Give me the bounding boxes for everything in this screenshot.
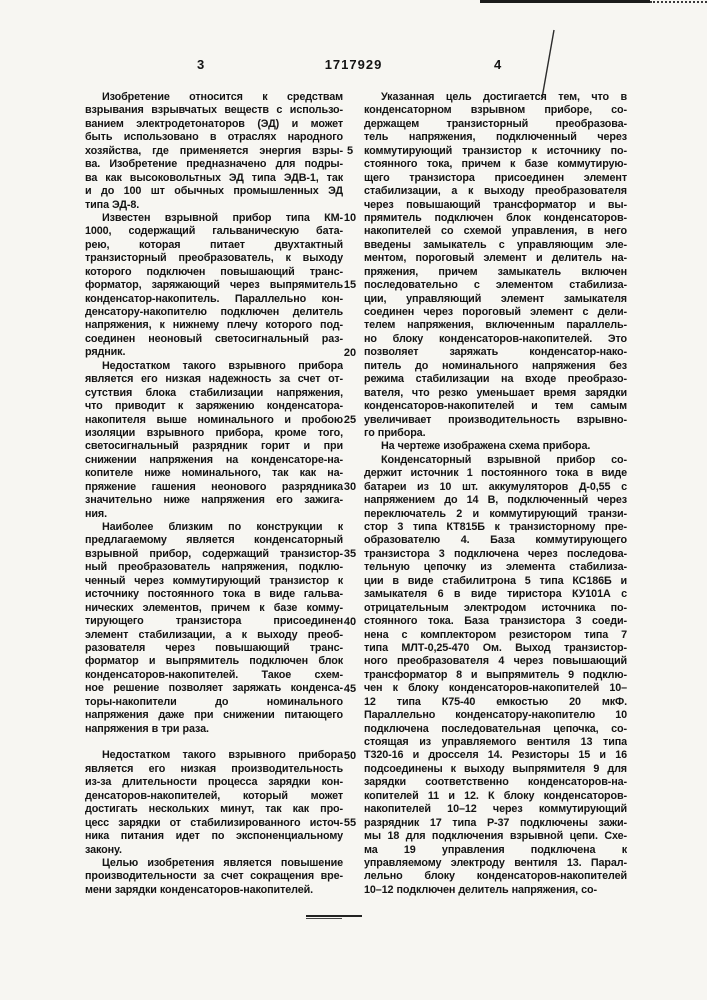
line-number: 30 — [343, 481, 357, 494]
text-line: копителей 11 и 12. К блоку конденсаторов- — [364, 789, 627, 802]
text-line: что приводит к заряжению конденсатора- — [85, 400, 343, 413]
line-number: 20 — [343, 346, 357, 359]
text-line: денсатору-накопителю подключен делитель — [85, 306, 343, 318]
text-line: стабилизации, а к выходу преобразователя — [364, 185, 627, 198]
page-number-right: 4 — [494, 57, 502, 72]
text-line: Указанная цель достигается тем, что в — [381, 91, 627, 103]
scan-edge-dots — [650, 1, 707, 3]
text-line: разователя через повышающий транс- — [85, 641, 343, 654]
text-line: накопителей 10–12 через коммутирующий — [364, 803, 627, 816]
text-line: соединен через пороговый элемент с дели- — [364, 306, 627, 318]
text-line: цесс зарядки от стабилизированного источ- — [85, 816, 343, 829]
text-line: мы 18 для подключения взрывной цепи. Схе- — [364, 830, 627, 843]
text-line: тирующего транзистора присоединен — [85, 615, 343, 628]
text-line: светосигнальный разрядник горит и при — [85, 440, 343, 453]
text-line: разрядник 17 типа Р-37 подключены зажи- — [364, 816, 627, 829]
text-line: через повышающий трансформатор и вы- — [364, 198, 627, 211]
text-line: подсоединены к выходу выпрямителя 9 для — [364, 762, 627, 775]
text-line: ма 19 управления подключена к — [364, 843, 627, 856]
text-line: денсаторов-накопителей, который может — [85, 789, 343, 802]
text-line: элемент стабилизации, а к выходу преоб- — [85, 628, 343, 641]
line-number: 35 — [343, 548, 357, 561]
blank-line — [85, 736, 343, 749]
text-line: источнику постоянного тока в виде гальва- — [85, 588, 343, 601]
text-line: транзисторный преобразователь, к выходу — [85, 252, 343, 265]
text-line: нических элементов, причем к базе комму- — [85, 601, 343, 614]
text-line: производительности за счет сокращения вре- — [85, 870, 343, 883]
text-line: форматор и выпрямитель подключен блок — [85, 655, 343, 668]
text-line: го прибора. — [364, 426, 426, 439]
text-line: лельно блоку конденсаторов-накопителей — [364, 870, 627, 883]
line-number-gutter — [337, 91, 363, 901]
text-line: отрицательным электродом источника по- — [364, 601, 627, 614]
text-line: последовательно с элементом стабилиза- — [364, 279, 627, 292]
text-line: Параллельно конденсатору-накопителю 10 — [364, 709, 627, 722]
text-line: накопителя выше номинального и пробою — [85, 413, 343, 426]
text-line: Известен взрывной прибор типа КМ- — [102, 211, 343, 224]
text-line: пряжение гашения неонового разрядника — [85, 480, 343, 493]
text-line: напряжения, к нижнему плечу которого под- — [85, 319, 343, 332]
text-line: рядник. — [85, 346, 126, 359]
text-line: стор 3 типа КТ815Б к транзисторному пре- — [364, 521, 627, 533]
text-line: Недостатком такого взрывного прибора — [102, 749, 343, 762]
text-line: предлагаемому является конденсаторный — [85, 534, 343, 547]
column-end-rule-secondary — [306, 918, 342, 919]
text-line: рею, которая питает двухтактный — [85, 238, 343, 251]
text-line: значительно ниже напряжения его зажига- — [85, 494, 343, 507]
text-line: быть использовано в отраслях народного — [85, 131, 343, 144]
text-line: ции, управляющий элемент замыкателя — [364, 292, 627, 305]
text-line: 10–12 подключен делитель напряжения, со- — [364, 883, 597, 896]
text-line: которого подключен повышающий транс- — [85, 265, 343, 278]
text-line: взрывной прибор, содержащий транзистор- — [85, 547, 343, 560]
text-line: типа МЛТ-0,25-470 Ом. Выход транзистор- — [364, 641, 627, 654]
text-line: форматор, заряжающий через выпрямитель — [85, 279, 343, 292]
line-number: 5 — [346, 144, 354, 157]
text-line: напряжением до 14 В, подключенный через — [364, 494, 627, 507]
page-number-left: 3 — [197, 57, 205, 72]
text-line: Т320-16 и дросселя 14. Резисторы 15 и 16 — [364, 749, 627, 762]
line-number: 15 — [343, 279, 357, 292]
text-line: стоянного тока, причем к базе коммутирую- — [364, 158, 627, 171]
text-line: ва как высоковольтных ЭД типа ЭДВ-1, так — [85, 171, 343, 184]
text-line: ва. Изобретение предназначено для подры- — [85, 158, 343, 171]
text-line: конденсаторов-накопителей и тем самым — [364, 400, 627, 413]
text-line: стоящая из управляемого вентиля 13 типа — [364, 736, 627, 748]
text-line: На чертеже изображена схема прибора. — [381, 440, 591, 453]
text-line: хозяйства, где применяется энергия взры- — [85, 144, 343, 157]
text-line: взрывания взрывчатых веществ с использо- — [85, 104, 343, 117]
text-line: щего транзистора присоединен элемент — [364, 171, 627, 184]
text-line: соединен неоновый светосигнальный раз- — [85, 332, 343, 345]
text-line: конденсаторов-накопителей. Такое схем- — [85, 668, 343, 681]
text-line: чен к блоку конденсаторов-накопителей 10– — [364, 682, 627, 695]
text-line: Конденсаторный взрывной прибор со- — [381, 453, 627, 466]
left-column — [85, 91, 343, 897]
text-line: ченный через коммутирующий транзистор к — [85, 574, 343, 587]
text-line: Целью изобретения является повышение — [102, 856, 343, 869]
text-line: напряжения даже при снижении питающего — [85, 709, 343, 722]
text-line: введены замыкатель с управляющим эле- — [364, 238, 627, 251]
text-line: ментом, пороговый элемент и делитель на- — [364, 252, 627, 265]
text-line: прямитель подключен блок конденсаторов- — [364, 211, 627, 224]
text-line: переключатель 2 и коммутирующий транзи- — [364, 507, 627, 520]
text-line: позволяет заряжать конденсатор-нако- — [364, 346, 627, 359]
text-line: изоляции взрывного прибора, кроме того, — [85, 426, 343, 439]
text-line: телем напряжения, включенным параллель- — [364, 319, 627, 332]
text-line: вателя, что резко уменьшает время зарядки — [364, 386, 627, 399]
text-line: но блоку конденсаторов-накопителей. Это — [364, 332, 627, 345]
text-line: снижении напряжения на конденсаторе-на- — [85, 453, 343, 466]
text-line: ное решение позволяет заряжать конденса- — [85, 682, 343, 695]
text-line: является его низкая производительность — [85, 762, 343, 775]
text-line: конденсаторном взрывном приборе, со- — [364, 104, 627, 117]
text-line: тель напряжения, подключенный через — [364, 131, 627, 144]
text-line: ния. — [85, 507, 107, 520]
text-line: коммутирующий транзистор к источнику по- — [364, 144, 627, 157]
text-line: 1000, содержащий гальваническую бата- — [85, 225, 343, 238]
text-line: держащем транзисторный преобразова- — [364, 117, 627, 130]
text-line: 12 типа К75-40 емкостью 20 мкФ. — [364, 695, 627, 708]
text-line: управляемому электроду вентиля 13. Парал- — [364, 856, 627, 869]
column-end-rule — [306, 915, 362, 917]
text-line: замыкателя 6 в виде тиристора КУ101А с — [364, 588, 627, 601]
text-line: зарядки соответственно конденсаторов-на- — [364, 776, 627, 789]
text-line: ванием электродетонаторов (ЭД) и может — [85, 117, 343, 130]
right-column — [364, 91, 627, 897]
line-number: 55 — [343, 817, 357, 830]
text-line: Недостатком такого взрывного прибора — [102, 359, 343, 372]
text-line: образователю 4. База коммутирующего — [364, 534, 627, 547]
text-line: из-за длительности процесса зарядки кон- — [85, 776, 343, 789]
text-line: ного преобразователя 4 через повышающий — [364, 655, 627, 668]
text-line: пряжения, причем замыкатель включен — [364, 265, 627, 278]
text-line: сутствия блока стабилизации напряжения, — [85, 386, 343, 399]
line-number: 10 — [343, 212, 357, 225]
text-line: ный преобразователь напряжения, подклю- — [85, 561, 343, 574]
text-line: Наиболее близким по конструкции к — [102, 521, 343, 533]
text-line: ника питания идет по экспоненциальному — [85, 830, 343, 843]
text-line: типа ЭД-8. — [85, 198, 140, 211]
text-line: торы-накопители до номинального — [85, 695, 343, 708]
text-line: режима стабилизации на входе преобразо- — [364, 373, 627, 386]
patent-number: 1717929 — [324, 57, 383, 72]
text-line: тельную цепочку из элемента стабилиза- — [364, 561, 627, 574]
text-line: конденсатор-накопитель. Параллельно кон- — [85, 292, 343, 305]
text-line: подключена последовательная цепочка, со- — [364, 722, 627, 735]
scan-edge-line — [480, 0, 650, 3]
line-number: 50 — [343, 750, 357, 763]
text-line: и до 100 шт обычных промышленных ЭД — [85, 185, 343, 198]
text-line: батареи из 10 шт. аккумуляторов Д-0,55 с — [364, 480, 627, 493]
text-line: закону. — [85, 843, 122, 856]
text-line: является его низкая надежность за счет от- — [85, 373, 343, 386]
text-line: нена с комплектором резистором типа 7 — [364, 628, 627, 641]
line-number: 40 — [343, 615, 357, 628]
line-number: 25 — [343, 413, 357, 426]
text-line: ции в виде стабилитрона 5 типа КС186Б и — [364, 574, 627, 587]
text-line: Изобретение относится к средствам — [102, 91, 343, 103]
text-line: стоянного тока. База транзистора 3 соеди- — [364, 615, 627, 628]
text-line: мени зарядки конденсаторов-накопителей. — [85, 883, 314, 896]
text-line: напряжения в три раза. — [85, 722, 209, 735]
text-line: копителе ниже номинального, так как на- — [85, 467, 343, 480]
line-number: 45 — [343, 682, 357, 695]
text-line: держит источник 1 постоянного тока в виде — [364, 467, 627, 480]
text-line: питель до номинального напряжения без — [364, 359, 627, 372]
text-line: транзистора 3 подключена через последова- — [364, 547, 627, 560]
text-line: трансформатор 8 и выпрямитель 9 подклю- — [364, 668, 627, 681]
text-line: увеличивает производительность взрывно- — [364, 413, 627, 426]
text-line: достигать нескольких минут, так как про- — [85, 803, 343, 816]
text-line: накопителей со схемой управления, в него — [364, 225, 627, 238]
